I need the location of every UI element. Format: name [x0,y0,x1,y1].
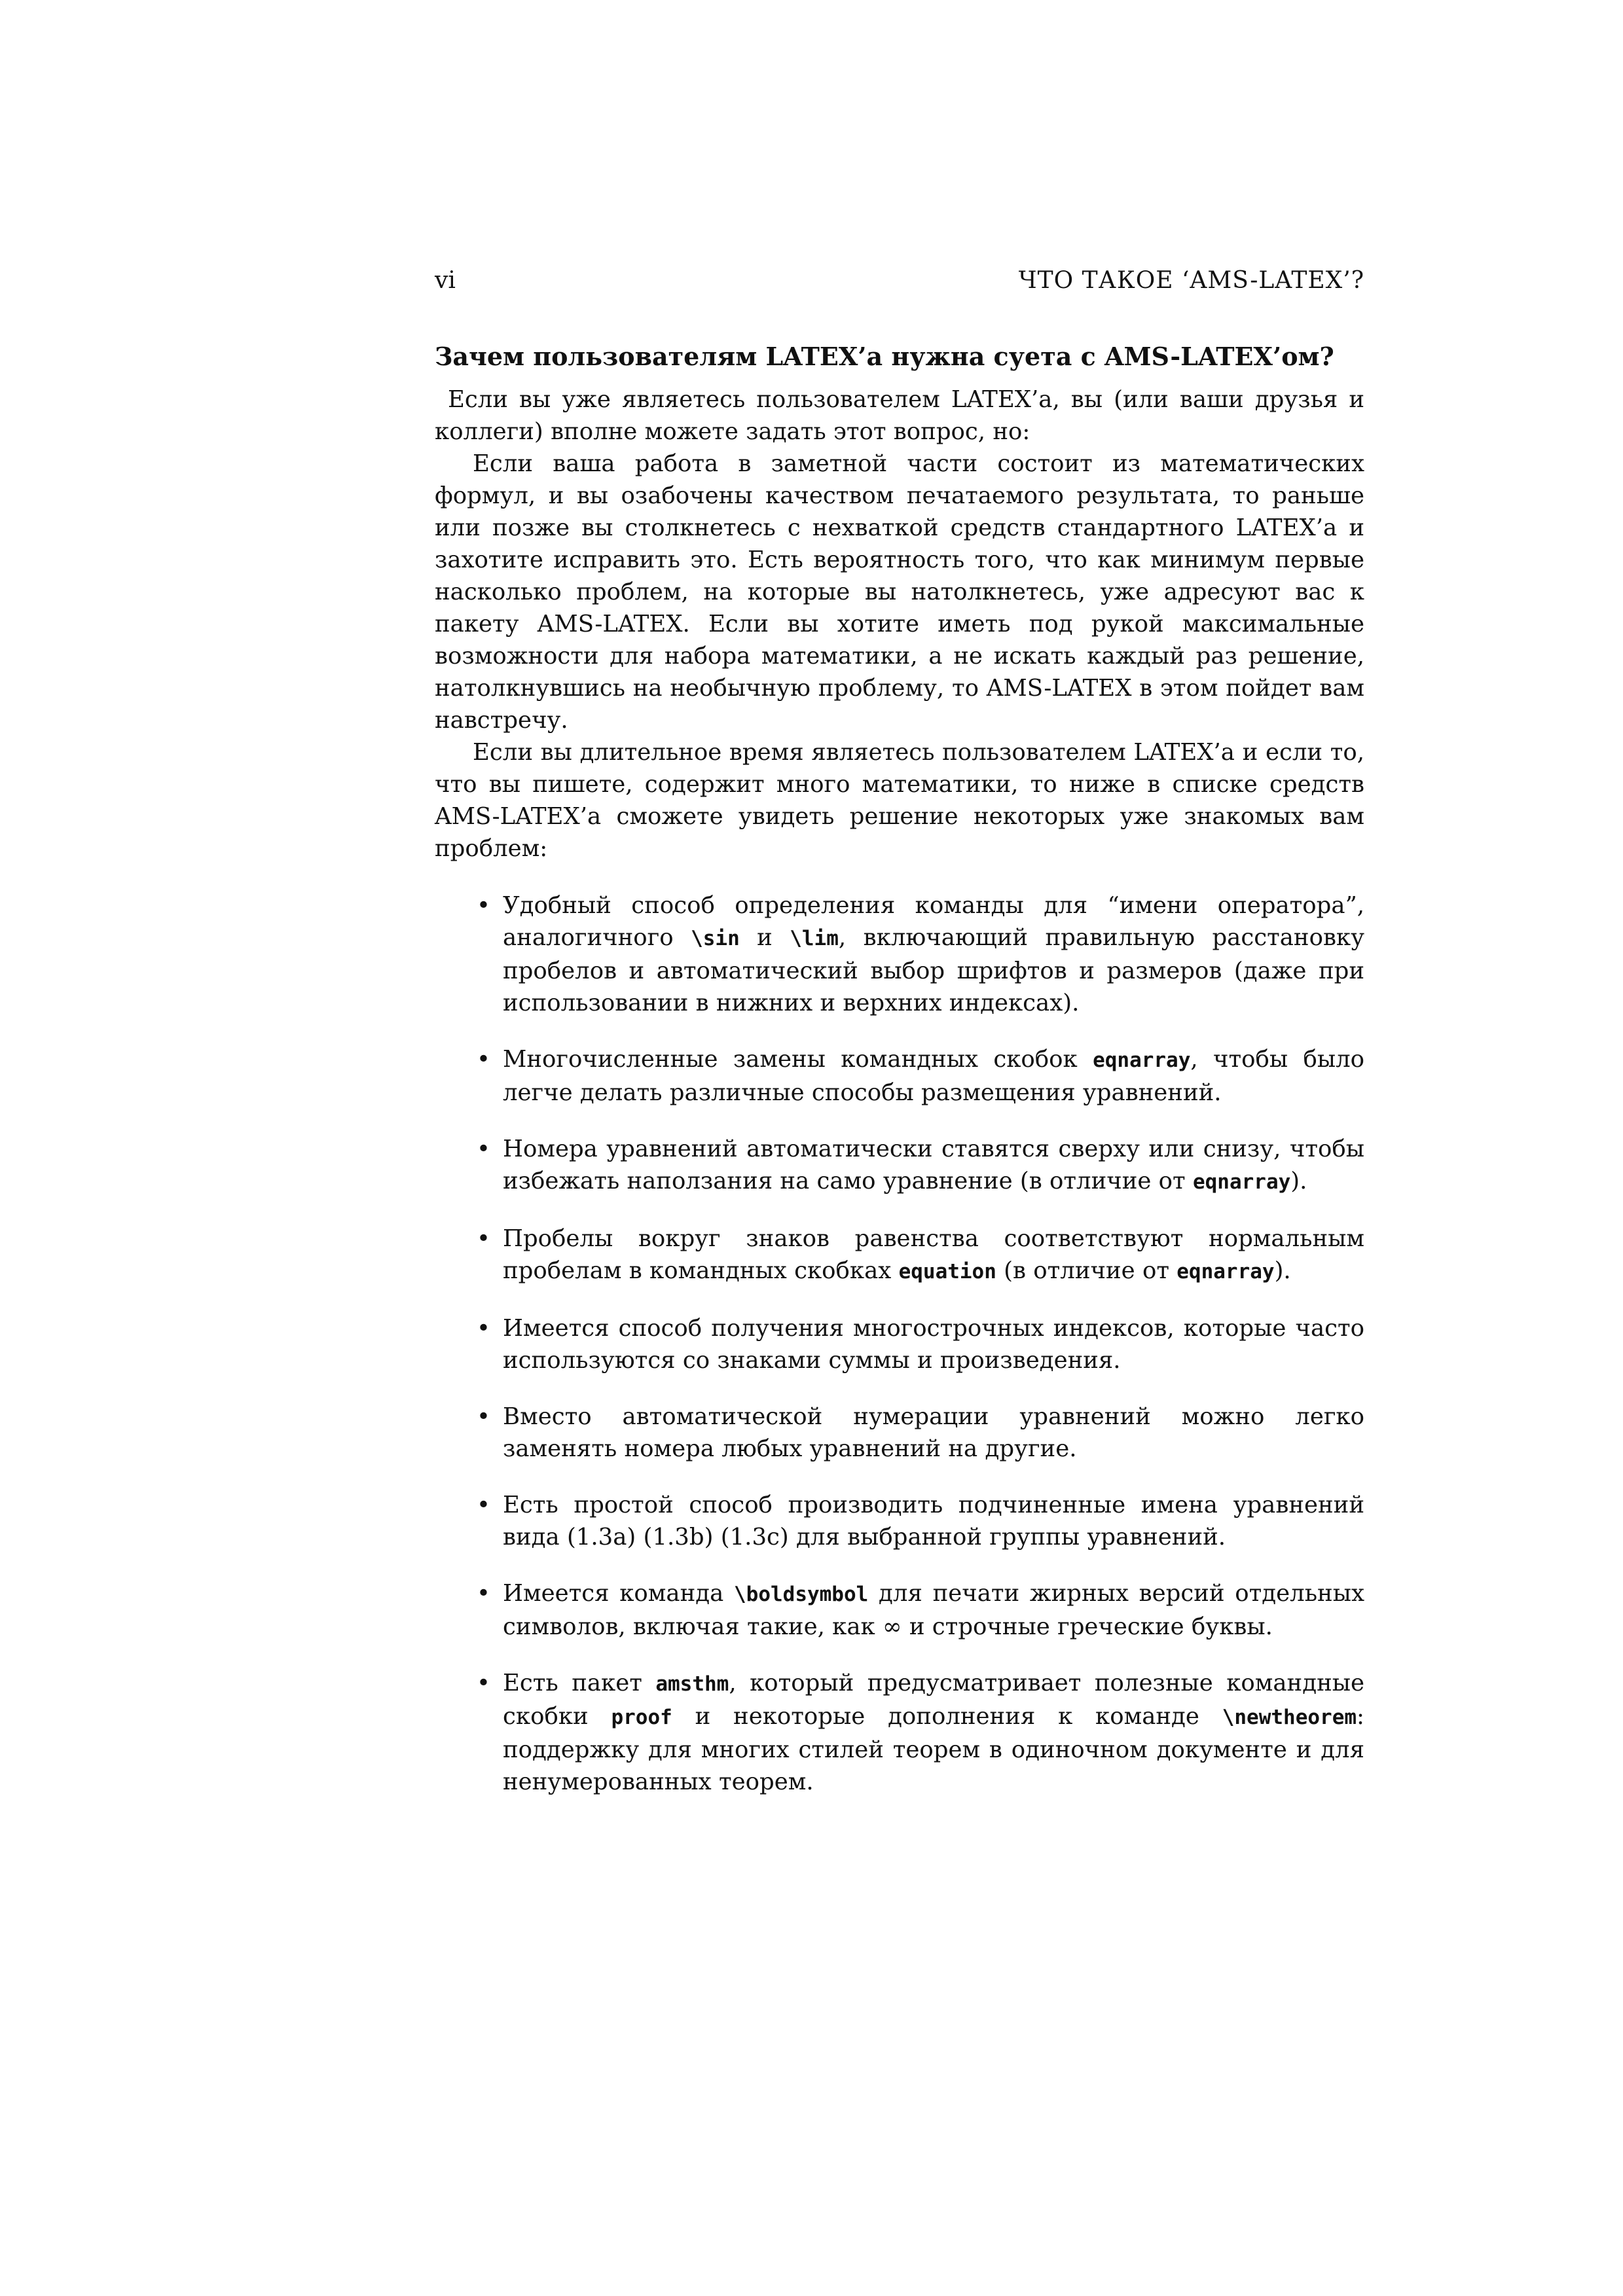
list-item-text: : поддержку для многих стилей теорем в одиночном документе и для ненумерованных теорем. [503,1703,1364,1795]
list-item-text: , чтобы было легче делать различные способы размещения уравнений. [503,1046,1364,1106]
list-item [477,1577,1364,1643]
code-command: \lim [790,927,839,950]
list-item-text: (в отличие от [996,1257,1177,1284]
bullet-icon: • [477,1046,490,1073]
list-item [477,1667,1364,1798]
bullet-icon: • [477,1136,490,1162]
list-item [477,1043,1364,1109]
list-item-text: Удобный способ определения команды для “имени оператора”, аналогичного [503,892,1364,951]
code-command: equation [898,1260,996,1283]
list-item-text: и [739,924,790,951]
list-item-text: Пробелы вокруг знаков равенства соответствуют нормальным пробелам в командных скобках [503,1225,1364,1284]
running-title: ЧТО ТАКОЕ ‘AMS-LATEX’? [1018,267,1364,294]
list-item-text: Есть простой способ производить подчиненные имена уравнений вида (1.3a) (1.3b) (1.3c) для выбранной группы уравнений. [503,1492,1364,1551]
list-item-text: Вместо автоматической нумерации уравнений можно легко заменять номера любых уравнений на другие. [503,1403,1364,1462]
list-item-text: для печати жирных версий отдельных символов, включая такие, как ∞ и строчные греческие буквы. [503,1580,1364,1640]
list-item-text: ). [1274,1257,1291,1284]
code-command: eqnarray [1093,1049,1191,1072]
list-item [477,1489,1364,1553]
list-item-text: Многочисленные замены командных скобок [503,1046,1093,1073]
list-item [477,889,1365,1019]
list-item-text: и некоторые дополнения к команде [672,1703,1222,1730]
list-item-text: Есть пакет [503,1670,656,1696]
code-command: proof [611,1706,672,1729]
feature-list [435,889,1364,1798]
page-content [435,339,1364,1822]
list-item [477,1401,1364,1465]
bullet-icon: • [477,1225,490,1252]
section-title: Зачем пользователям LATEX’а нужна суета с AMS-LATEX’ом? [435,342,1334,371]
code-command: \boldsymbol [734,1583,869,1606]
bullet-icon: • [477,1492,490,1518]
paragraph: Если ваша работа в заметной части состоит из математических формул, и вы озабочены качеством печатаемого результата, то раньше или позже вы столкнетесь с нехваткой средств стандартного LATEX’а и захотите исправить это. Есть вероятность того, что как минимум первые насколько проблем, на которые вы натолкнетесь, уже адресуют вас к пакету AMS-LATEX. Если вы хотите иметь под рукой максимальные возможности для набора математики, а не искать каждый раз решение, натолкнувшись на необычную проблему, то AMS-LATEX в этом пойдет вам навстречу. [435,450,1364,734]
bullet-icon: • [477,1670,490,1696]
code-command: eqnarray [1176,1260,1275,1283]
bullet-icon: • [477,1315,490,1342]
list-item-text: Имеется команда [503,1580,734,1607]
list-item [477,1133,1364,1198]
list-item-text: Имеется способ получения многострочных индексов, которые часто используются со знаками суммы и произведения. [503,1315,1364,1374]
code-command: \sin [691,927,740,950]
running-head [435,267,1364,300]
bullet-icon: • [477,1403,490,1430]
list-item-text: ). [1290,1168,1307,1194]
list-item [477,1312,1364,1376]
paragraph: Если вы длительное время являетесь пользователем LATEX’а и если то, что вы пишете, содержит много математики, то ниже в списке средств AMS-LATEX’а сможете увидеть решение некоторых уже знакомых вам проблем: [435,739,1364,862]
list-item-text: Номера уравнений автоматически ставятся сверху или снизу, чтобы избежать наползания на само уравнение (в отличие от [503,1136,1364,1194]
page-number: vi [435,267,456,294]
list-item-text: , включающий правильную расстановку пробелов и автоматический выбор шрифтов и размеров (даже при использовании в нижних и верхних индексах). [503,924,1365,1016]
bullet-icon: • [477,1580,490,1607]
code-command: eqnarray [1192,1170,1291,1194]
paragraph: Если вы уже являетесь пользователем LATEX’а, вы (или ваши друзья и коллеги) вполне можете задать этот вопрос, но: [435,386,1364,445]
bullet-icon: • [477,892,490,919]
code-command: \newtheorem [1222,1706,1357,1729]
code-command: amsthm [655,1672,729,1696]
list-item-text: , который предусматривает полезные командные скобки [503,1670,1364,1730]
list-item [477,1223,1364,1288]
